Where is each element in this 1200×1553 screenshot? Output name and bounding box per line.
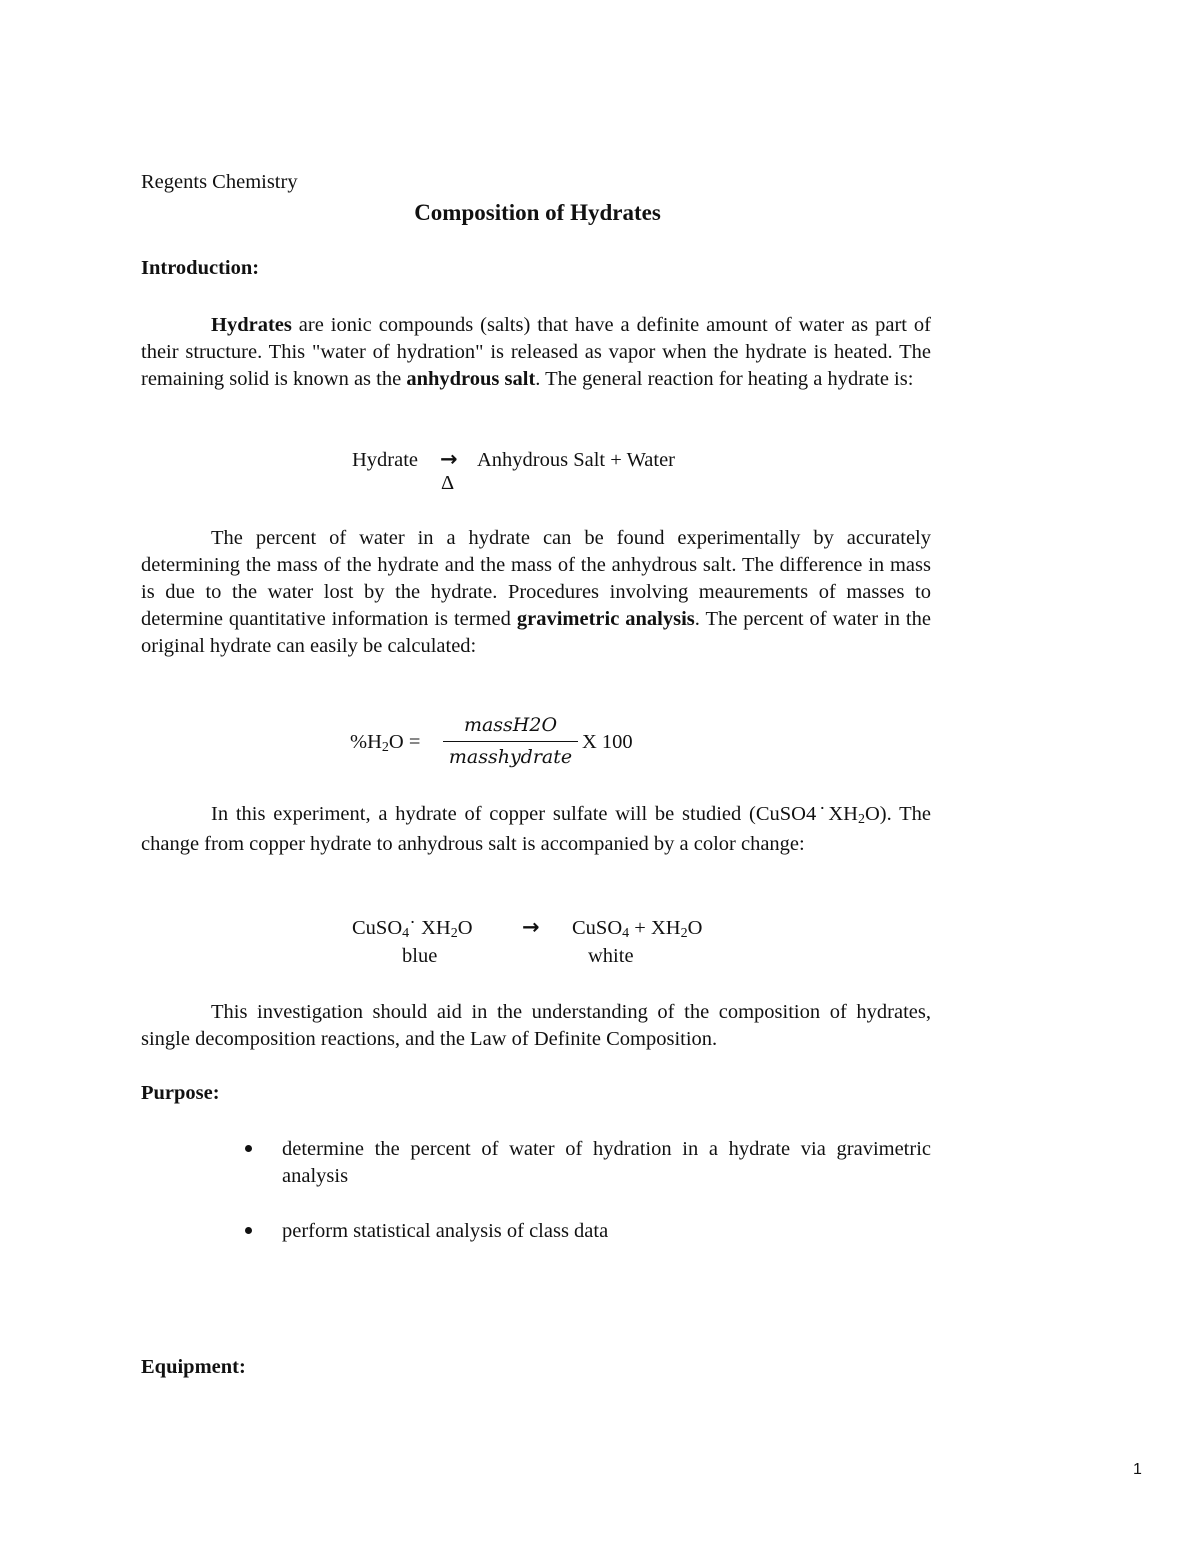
fraction-bar [443,741,578,742]
reaction-arrow-icon: → [522,915,540,939]
reaction-1-left: Hydrate [352,449,419,471]
formula-numerator: massH2O [463,714,558,736]
introduction-heading: Introduction: [141,257,260,279]
purpose-item: determine the percent of water of hydration in a hydrate via gravimetric analysis [282,1138,931,1187]
reaction-2-right: CuSO$_4$ + $XH_2O$ [572,917,703,941]
bullet-icon [245,1145,252,1152]
intro-paragraph-4: This investigation should aid in the understanding of the composition of hydrates, single decomposition reactions, and the Law of Definite Composition. [141,1001,931,1050]
intro-paragraph-3: In this experiment, a hydrate of copper sulfate will be studied $(CuSO4˙XH_2O)$. The change from copper hydrate to anhydrous salt is accompanied by a color change: [141,803,931,855]
reaction-2-left: CuSO$_4$˙ $XH_2O$ [352,917,473,941]
page-number: 1 [1133,1461,1142,1478]
intro-paragraph-2: The percent of water in a hydrate can be found experimentally by accurately determining the mass of the hydrate and the mass of the anhydrous salt. The difference in mass is due to the water lost by the hydrate. Procedures involving meaurements of masses to determine quantitative information is termed gravimetric analysis. The percent of water in the original hydrate can easily be calculated: [141,527,931,657]
formula-multiplier: X 100 [582,731,633,753]
color-label-blue: blue [402,945,438,967]
reaction-arrow-icon: → [440,447,458,471]
course-name: Regents Chemistry [141,171,298,193]
term-gravimetric-analysis: gravimetric analysis [516,608,695,630]
equipment-heading: Equipment: [141,1356,246,1378]
reaction-1-right: Anhydrous Salt + Water [477,449,675,471]
color-label-white: white [588,945,634,967]
formula-denominator: masshydrate [448,746,573,768]
bullet-icon [245,1227,252,1234]
purpose-heading: Purpose: [141,1082,220,1104]
purpose-item: perform statistical analysis of class data [282,1220,609,1242]
formula-lhs: $\%H_2O$ = [350,731,421,755]
intro-paragraph-1: Hydrates are ionic compounds (salts) that have a definite amount of water as part of their structure. This "water of hydration" is released as vapor when the hydrate is heated. The remaining solid is known as the anhydrous salt. The general reaction for heating a hydrate is: [141,314,931,390]
heat-symbol: Δ [441,472,455,494]
term-anhydrous-salt: anhydrous salt [406,368,536,390]
page-title: Composition of Hydrates [414,200,661,225]
term-hydrates: Hydrates [211,314,292,336]
